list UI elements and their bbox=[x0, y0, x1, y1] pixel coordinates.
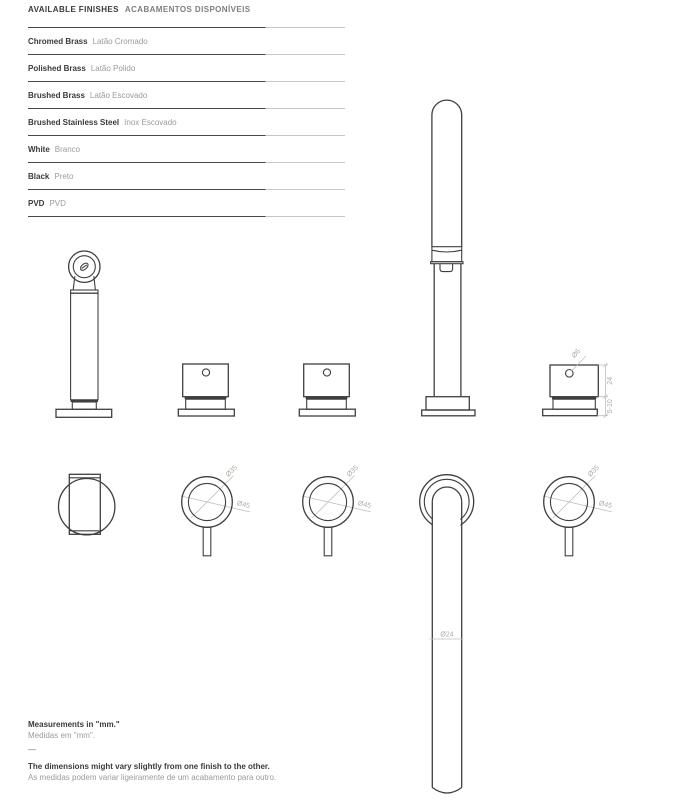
drawing-lines bbox=[178, 364, 234, 416]
drawing-lines bbox=[56, 251, 112, 417]
drawing-lines bbox=[544, 477, 595, 556]
finishes-title-pt: ACABAMENTOS DISPONÍVEIS bbox=[124, 5, 251, 14]
finish-name-en: White bbox=[28, 144, 50, 154]
finish-name-pt: Latão Escovado bbox=[89, 90, 148, 100]
dimension-label-handle-height: 24 bbox=[607, 376, 614, 385]
finish-row bbox=[28, 82, 345, 108]
table-divider bbox=[28, 216, 345, 217]
variance-note-en: The dimensions might vary slightly from one finish to the other. bbox=[28, 762, 270, 771]
dimension-label-outer-diameter: Ø45 bbox=[357, 500, 372, 510]
handle-side-view-dimensioned-drawing bbox=[533, 333, 645, 425]
dimension-label-inner-diameter: Ø35 bbox=[224, 464, 240, 479]
dimension-label-outer-diameter: Ø45 bbox=[236, 500, 251, 510]
tall-spout-side-view-drawing bbox=[415, 95, 485, 420]
handle-top-view-drawing bbox=[167, 455, 267, 561]
hand-shower-top-view-drawing bbox=[53, 466, 123, 542]
drawing-lines bbox=[422, 100, 475, 416]
variance-note-pt: As medidas podem variar ligeiramente de um acabamento para outro. bbox=[28, 773, 277, 782]
drawing-lines bbox=[543, 365, 599, 416]
finish-row bbox=[28, 28, 345, 54]
finish-name-pt: Preto bbox=[54, 171, 74, 181]
finish-name-pt: Latão Cromado bbox=[92, 36, 148, 46]
finish-name-pt: Inox Escovado bbox=[124, 117, 177, 127]
finishes-title-en: AVAILABLE FINISHES bbox=[28, 5, 119, 14]
finish-name-pt: PVD bbox=[49, 198, 66, 208]
dimension-label-base-range: 5-10 bbox=[607, 399, 614, 414]
dimension-label-spout-diameter: Ø24 bbox=[440, 631, 454, 639]
measurements-note-pt: Medidas em "mm". bbox=[28, 731, 96, 740]
finishes-table bbox=[28, 5, 345, 217]
measurements-note-en: Measurements in "mm." bbox=[28, 720, 120, 729]
finish-name-en: Black bbox=[28, 171, 50, 181]
handle-side-view-drawing bbox=[297, 360, 359, 418]
finish-name-en: Polished Brass bbox=[28, 63, 86, 73]
finishes-title bbox=[28, 5, 345, 27]
finish-name-pt: Latão Polido bbox=[90, 63, 136, 73]
handle-top-view-drawing bbox=[529, 455, 629, 561]
finish-name-en: Brushed Brass bbox=[28, 90, 85, 100]
handle-side-view-drawing bbox=[176, 360, 238, 418]
finish-name-en: Chromed Brass bbox=[28, 36, 88, 46]
drawing-lines bbox=[303, 477, 354, 556]
footer-notes bbox=[28, 719, 448, 783]
drawing-lines bbox=[59, 474, 115, 535]
drawing-lines bbox=[299, 364, 355, 416]
finish-name-en: Brushed Stainless Steel bbox=[28, 117, 120, 127]
drawing-lines bbox=[182, 477, 233, 556]
hand-shower-side-view-drawing bbox=[50, 243, 122, 421]
dimension-label-inner-diameter: Ø35 bbox=[586, 464, 602, 479]
footer-dash: — bbox=[28, 745, 36, 754]
dimension-label-hole: Ø6 bbox=[570, 348, 583, 360]
dimension-label-outer-diameter: Ø45 bbox=[598, 500, 613, 510]
finish-row bbox=[28, 136, 345, 162]
finish-row bbox=[28, 109, 345, 135]
finish-row bbox=[28, 163, 345, 189]
finish-name-pt: Branco bbox=[54, 144, 81, 154]
finish-row bbox=[28, 190, 345, 216]
dimension-label-inner-diameter: Ø35 bbox=[345, 464, 361, 479]
finish-row bbox=[28, 55, 345, 81]
handle-top-view-drawing bbox=[288, 455, 388, 561]
finish-name-en: PVD bbox=[28, 198, 45, 208]
